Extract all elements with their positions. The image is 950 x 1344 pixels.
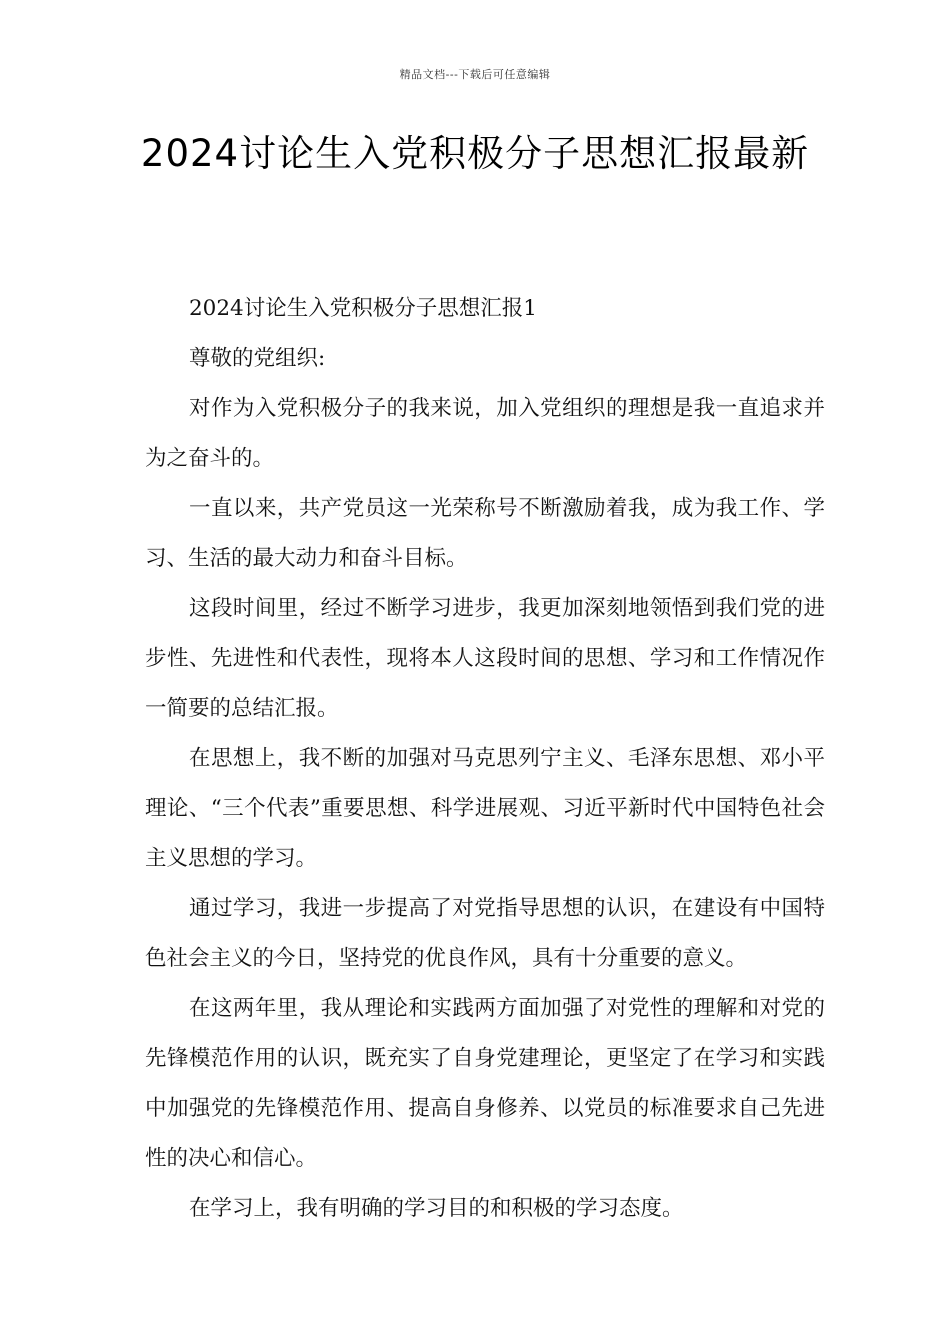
- header-note: 精品文档---下载后可任意编辑: [399, 68, 551, 81]
- paragraph: 这段时间里，经过不断学习进步，我更加深刻地领悟到我们党的进步性、先进性和代表性，现将本人这段时间的思想、学习和工作情况作一简要的总结汇报。: [145, 596, 825, 721]
- paragraph: 在这两年里，我从理论和实践两方面加强了对党性的理解和对党的先锋模范作用的认识，既充实了自身党建理论，更坚定了在学习和实践中加强党的先锋模范作用、提高自身修养、以党员的标准要求自己先进性的决心和信心。: [145, 996, 825, 1171]
- paragraph-salutation: 尊敬的党组织:: [189, 346, 326, 371]
- paragraph: 在思想上，我不断的加强对马克思列宁主义、毛泽东思想、邓小平理论、“三个代表”重要思想、科学进展观、习近平新时代中国特色社会主义思想的学习。: [145, 746, 825, 871]
- paragraph: 通过学习，我进一步提高了对党指导思想的认识，在建设有中国特色社会主义的今日，坚持党的优良作风，具有十分重要的意义。: [145, 896, 825, 971]
- paragraph: 对作为入党积极分子的我来说，加入党组织的理想是我一直追求并为之奋斗的。: [145, 396, 825, 471]
- paragraph: 在学习上，我有明确的学习目的和积极的学习态度。: [189, 1196, 684, 1221]
- document-title: 2024讨论生入党积极分子思想汇报最新: [140, 132, 810, 175]
- document-body: [145, 284, 825, 1234]
- paragraph-subtitle: 2024讨论生入党积极分子思想汇报1: [189, 296, 537, 321]
- paragraph: 一直以来，共产党员这一光荣称号不断激励着我，成为我工作、学习、生活的最大动力和奋斗目标。: [145, 496, 825, 571]
